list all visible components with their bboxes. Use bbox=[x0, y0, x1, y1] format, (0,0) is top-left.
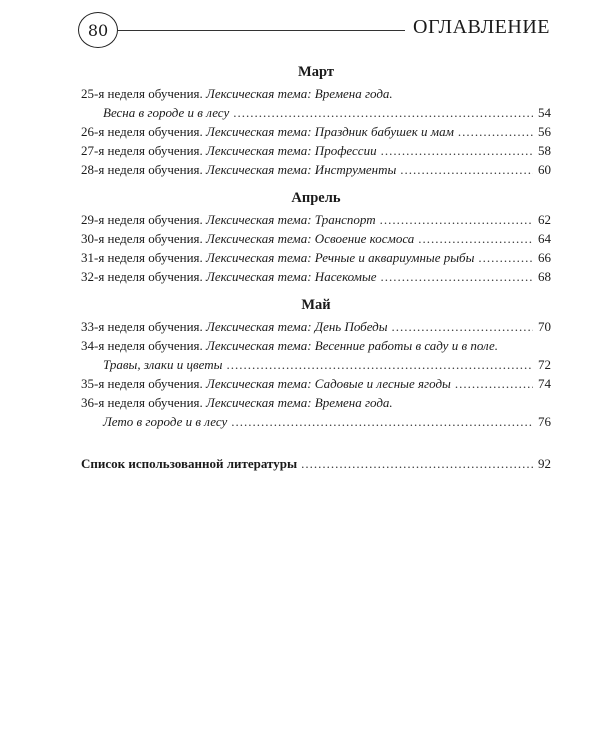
entry-week: 35-я неделя обучения. bbox=[81, 376, 203, 391]
table-of-contents bbox=[81, 60, 551, 473]
dot-leader bbox=[381, 267, 533, 286]
entry-theme: Лексическая тема: День Победы bbox=[206, 319, 388, 334]
entry-week: 36-я неделя обучения. bbox=[81, 395, 203, 410]
entry-week: 34-я неделя обучения. bbox=[81, 338, 203, 353]
entry-theme: Лексическая тема: Инструменты bbox=[206, 162, 397, 177]
entry-page: 60 bbox=[538, 162, 551, 177]
entry-page: 58 bbox=[538, 143, 551, 158]
entry-page: 68 bbox=[538, 269, 551, 284]
entry-theme: Лексическая тема: Садовые и лесные ягоды bbox=[206, 376, 451, 391]
page-title: ОГЛАВЛЕНИЕ bbox=[413, 16, 550, 38]
entry-theme: Лексическая тема: Транспорт bbox=[206, 212, 376, 227]
entry-page: 72 bbox=[538, 357, 551, 372]
entry-theme-cont: Травы, злаки и цветы bbox=[103, 357, 223, 372]
toc-entry-30[interactable] bbox=[81, 229, 551, 248]
entry-week: 26-я неделя обучения. bbox=[81, 124, 203, 139]
entry-theme: Лексическая тема: Времена года. bbox=[206, 395, 393, 410]
dot-leader bbox=[455, 374, 533, 393]
entry-week: 25-я неделя обучения. bbox=[81, 86, 203, 101]
section-title-may: Май bbox=[301, 297, 331, 313]
dot-leader bbox=[458, 122, 533, 141]
entry-theme-cont: Лето в городе и в лесу bbox=[103, 414, 228, 429]
dot-leader bbox=[226, 355, 533, 374]
dot-leader bbox=[400, 160, 533, 179]
entry-theme: Лексическая тема: Профессии bbox=[206, 143, 377, 158]
entry-theme: Лексическая тема: Весенние работы в саду и в поле. bbox=[206, 338, 499, 353]
toc-entry-27[interactable] bbox=[81, 141, 551, 160]
entry-theme: Лексическая тема: Освоение космоса bbox=[206, 231, 415, 246]
entry-page: 62 bbox=[538, 212, 551, 227]
toc-entry-33[interactable] bbox=[81, 317, 551, 336]
toc-entry-34[interactable] bbox=[81, 336, 551, 355]
toc-entry-25[interactable] bbox=[81, 84, 551, 103]
bibliography-label: Список использованной литературы bbox=[81, 456, 298, 471]
entry-theme: Лексическая тема: Насекомые bbox=[206, 269, 377, 284]
toc-entry-32[interactable] bbox=[81, 267, 551, 286]
dot-leader bbox=[418, 229, 533, 248]
toc-entry-36[interactable] bbox=[81, 393, 551, 412]
entry-week: 32-я неделя обучения. bbox=[81, 269, 203, 284]
dot-leader bbox=[301, 454, 533, 473]
entry-theme: Лексическая тема: Времена года. bbox=[206, 86, 393, 101]
entry-page: 54 bbox=[538, 105, 551, 120]
page-header bbox=[78, 12, 550, 52]
toc-entry-bibliography[interactable] bbox=[81, 454, 551, 473]
entry-theme: Лексическая тема: Праздник бабушек и мам bbox=[206, 124, 454, 139]
entry-page: 92 bbox=[538, 456, 551, 471]
entry-theme: Лексическая тема: Речные и аквариумные рыбы bbox=[206, 250, 475, 265]
page-number: 80 bbox=[78, 12, 118, 48]
dot-leader bbox=[478, 248, 533, 267]
entry-week: 31-я неделя обучения. bbox=[81, 250, 203, 265]
entry-page: 70 bbox=[538, 319, 551, 334]
toc-entry-31[interactable] bbox=[81, 248, 551, 267]
entry-page: 56 bbox=[538, 124, 551, 139]
entry-week: 29-я неделя обучения. bbox=[81, 212, 203, 227]
dot-leader bbox=[392, 317, 533, 336]
entry-page: 74 bbox=[538, 376, 551, 391]
toc-entry-29[interactable] bbox=[81, 210, 551, 229]
dot-leader bbox=[381, 141, 533, 160]
toc-entry-28[interactable] bbox=[81, 160, 551, 179]
entry-week: 27-я неделя обучения. bbox=[81, 143, 203, 158]
header-rule bbox=[118, 30, 405, 31]
entry-page: 66 bbox=[538, 250, 551, 265]
entry-page: 76 bbox=[538, 414, 551, 429]
toc-entry-25-cont[interactable] bbox=[81, 103, 551, 122]
section-title-march: Март bbox=[298, 64, 334, 80]
toc-entry-26[interactable] bbox=[81, 122, 551, 141]
section-title-april: Апрель bbox=[291, 190, 341, 206]
entry-week: 28-я неделя обучения. bbox=[81, 162, 203, 177]
toc-entry-34-cont[interactable] bbox=[81, 355, 551, 374]
entry-theme-cont: Весна в городе и в лесу bbox=[103, 105, 230, 120]
entry-week: 30-я неделя обучения. bbox=[81, 231, 203, 246]
entry-page: 64 bbox=[538, 231, 551, 246]
entry-week: 33-я неделя обучения. bbox=[81, 319, 203, 334]
dot-leader bbox=[380, 210, 533, 229]
dot-leader bbox=[231, 412, 533, 431]
toc-entry-35[interactable] bbox=[81, 374, 551, 393]
toc-entry-36-cont[interactable] bbox=[81, 412, 551, 431]
dot-leader bbox=[233, 103, 533, 122]
